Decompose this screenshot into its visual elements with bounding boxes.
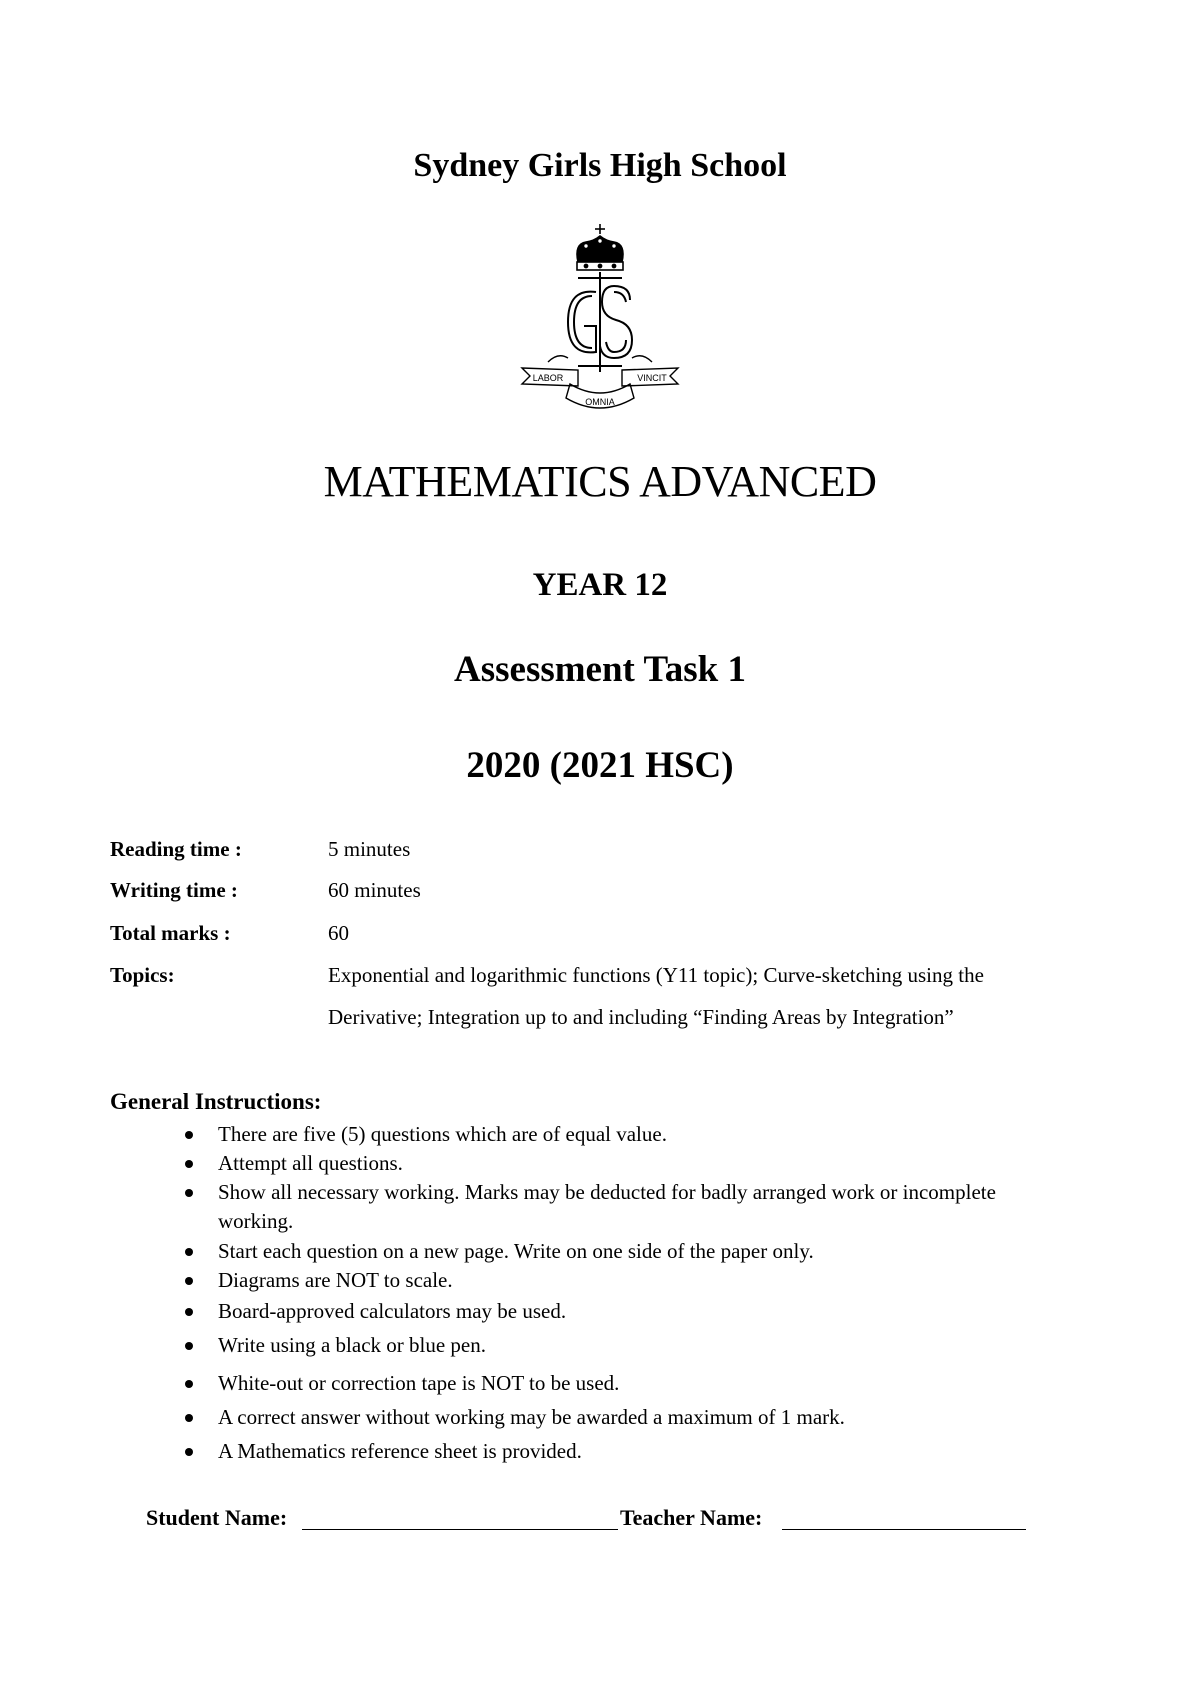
bullet-icon (185, 1160, 193, 1168)
writing-time-label: Writing time : (110, 878, 238, 902)
motto-middle: OMNIA (585, 397, 615, 407)
reading-time-value: 5 minutes (328, 837, 411, 861)
exam-date: 2020 (2021 HSC) (466, 745, 734, 786)
crown-icon (577, 224, 623, 270)
student-name-label: Student Name: (146, 1505, 288, 1530)
topics-line-1: Exponential and logarithmic functions (Y11 topic); Curve-sketching using the (328, 963, 984, 987)
teacher-name-field[interactable] (782, 1529, 1026, 1530)
motto-right: VINCIT (637, 373, 667, 383)
year-level: YEAR 12 (532, 567, 668, 603)
bullet-icon (185, 1414, 193, 1422)
general-instructions-title: General Instructions: (110, 1089, 322, 1114)
school-crest-logo (518, 222, 682, 418)
bullet-icon (185, 1380, 193, 1388)
subject-title: MATHEMATICS ADVANCED (323, 457, 877, 506)
total-marks-label: Total marks : (110, 921, 231, 945)
monogram-icon (568, 272, 632, 372)
teacher-name-label: Teacher Name: (620, 1505, 763, 1530)
bullet-icon (185, 1277, 193, 1285)
bullet-icon (185, 1248, 193, 1256)
task-title: Assessment Task 1 (454, 649, 746, 690)
school-name: Sydney Girls High School (413, 147, 787, 184)
bullet-icon (185, 1131, 193, 1139)
topics-value (328, 954, 1108, 1038)
writing-time-value: 60 minutes (328, 878, 421, 902)
bullet-icon (185, 1448, 193, 1456)
reading-time-label: Reading time : (110, 837, 242, 861)
bullet-icon (185, 1342, 193, 1350)
topics-line-2: Derivative; Integration up to and including “Finding Areas by Integration” (328, 1005, 954, 1029)
student-name-field[interactable] (302, 1529, 618, 1530)
bullet-icon (185, 1308, 193, 1316)
topics-label: Topics: (110, 963, 175, 987)
total-marks-value: 60 (328, 921, 349, 945)
motto-left: LABOR (532, 373, 564, 383)
bullet-icon (185, 1189, 193, 1197)
